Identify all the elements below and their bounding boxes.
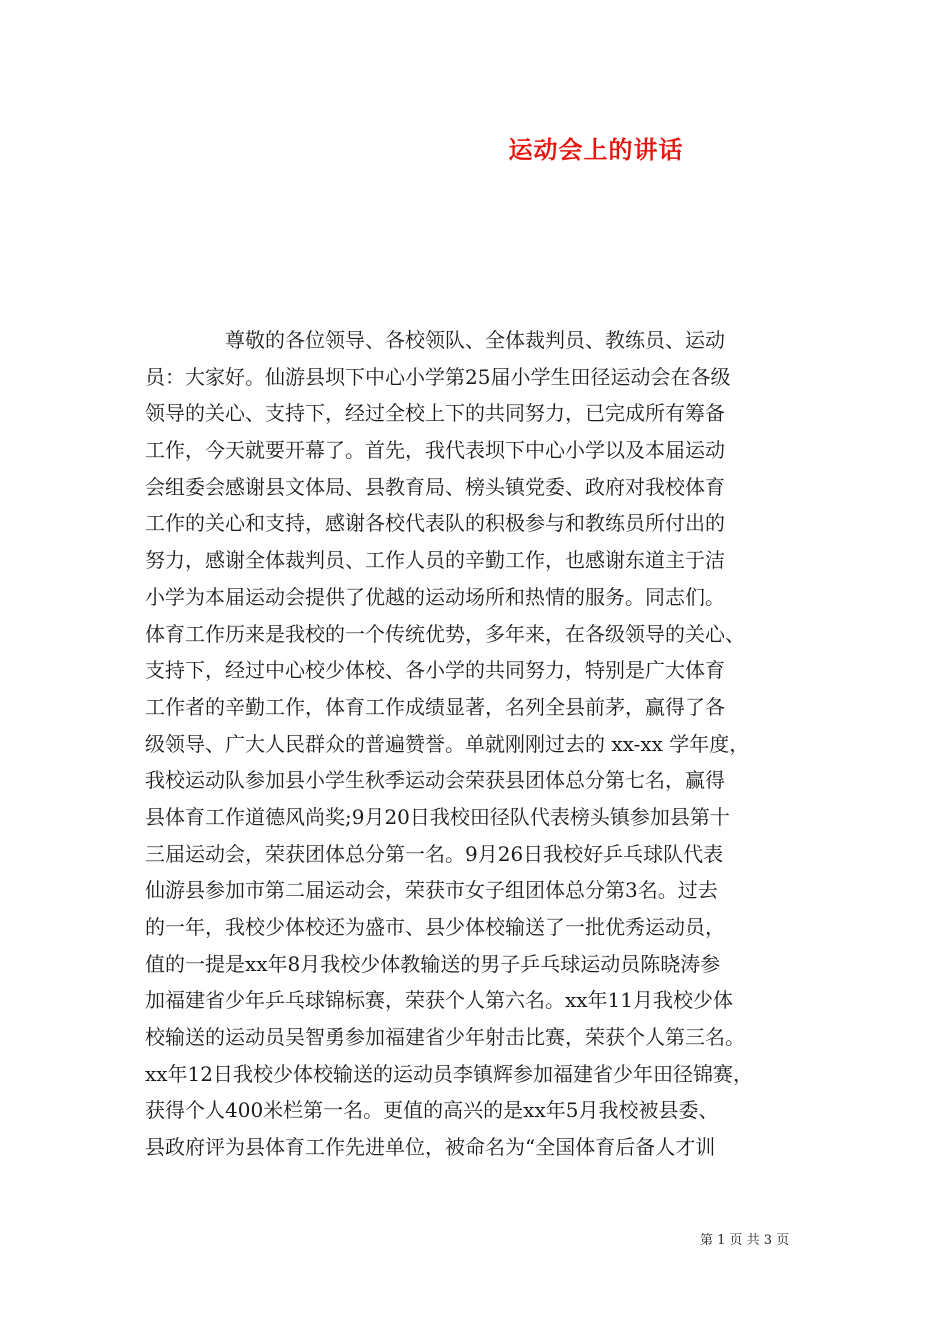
page-number: 第 1 页 共 3 页 [700,1233,790,1248]
body-line: 领导的关心、支持下，经过全校上下的共同努力，已完成所有筹备 [145,401,725,426]
body-line: 支持下，经过中心校少体校、各小学的共同努力，特别是广大体育 [145,658,725,683]
body-line: 三届运动会，荣获团体总分第一名。9月26日我校好乒乓球队代表 [145,841,724,866]
body-line: 县体育工作道德风尚奖;9月20日我校田径队代表榜头镇参加县第十 [145,804,730,829]
body-line: 小学为本届运动会提供了优越的运动场所和热情的服务。同志们。 [145,584,725,609]
body-line: 获得个人400米栏第一名。更值的高兴的是xx年5月我校被县委、 [145,1098,719,1123]
body-line: 县政府评为县体育工作先进单位，被命名为“全国体育后备人才训 [145,1135,716,1160]
body-line: 级领导、广大人民群众的普遍赞誉。单就刚刚过去的 xx-xx 学年度， [145,731,750,756]
document-title: 运动会上的讲话 [508,135,684,164]
body-line: 校输送的运动员吴智勇参加福建省少年射击比赛，荣获个人第三名。 [145,1025,745,1050]
body-line: 员：大家好。仙游县坝下中心小学第25届小学生田径运动会在各级 [145,364,731,389]
body-line: 仙游县参加市第二届运动会，荣获市女子组团体总分第3名。过去 [145,878,718,903]
body-line: 工作者的辛勤工作，体育工作成绩显著，名列全县前茅，赢得了各 [145,694,725,719]
body-line: 工作的关心和支持，感谢各校代表队的积极参与和教练员所付出的 [145,511,725,536]
body-line: 的一年，我校少体校还为盛市、县少体校输送了一批优秀运动员， [145,915,725,939]
body-line: 努力，感谢全体裁判员、工作人员的辛勤工作，也感谢东道主于洁 [145,548,725,573]
body-line: 值的一提是xx年8月我校少体教输送的男子乒乓球运动员陈晓涛参 [145,951,721,976]
body-line: 工作，今天就要开幕了。首先，我代表坝下中心小学以及本届运动 [145,438,725,463]
document-body [145,322,805,1166]
body-line: 体育工作历来是我校的一个传统优势，多年来，在各级领导的关心、 [145,621,745,646]
body-line: 加福建省少年乒乓球锦标赛，荣获个人第六名。xx年11月我校少体 [145,988,734,1013]
body-line: 会组委会感谢县文体局、县教育局、榜头镇党委、政府对我校体育 [145,474,725,499]
body-line: xx年12日我校少体校输送的运动员李镇辉参加福建省少年田径锦赛， [145,1061,754,1086]
body-line: 我校运动队参加县小学生秋季运动会荣获县团体总分第七名，赢得 [145,768,725,793]
body-line: 尊敬的各位领导、各校领队、全体裁判员、教练员、运动 [225,328,725,352]
